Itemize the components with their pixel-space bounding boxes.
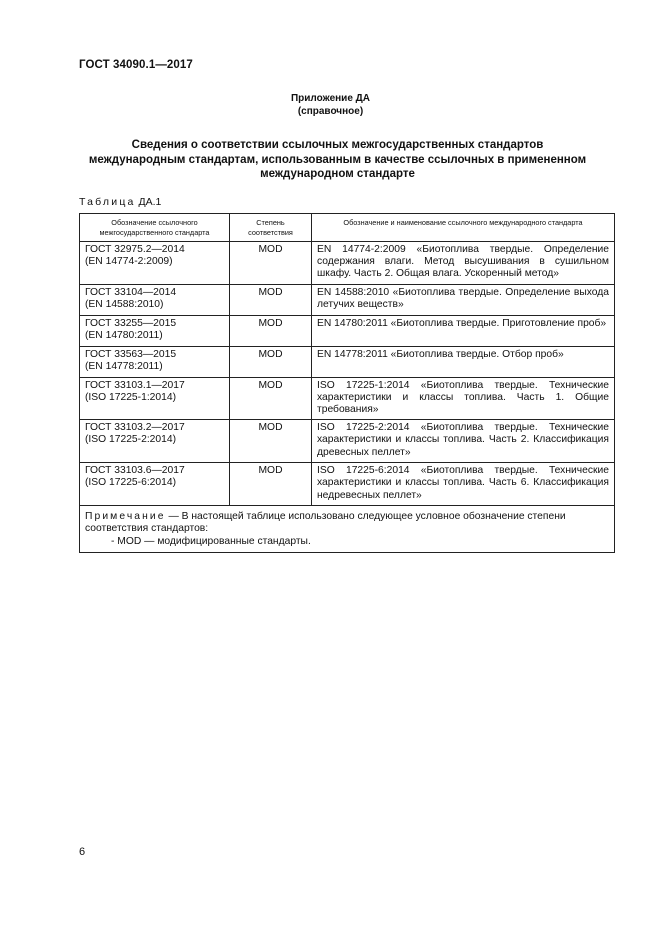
table-row <box>80 377 615 420</box>
gost-cell <box>80 242 230 285</box>
degree-cell: MOD <box>230 420 312 463</box>
intl-standard-cell: ISO 17225-1:2014 «Биотоплива твердые. Технические характеристики и классы топлива. Часть 1. Общие требования» <box>312 377 615 420</box>
table-row <box>80 315 615 346</box>
gost-reference: (ISO 17225-2:2014) <box>85 434 177 446</box>
intl-standard-cell: EN 14774-2:2009 «Биотоплива твердые. Определение содержания влаги. Метод высушивания в сушильном шкафу. Часть 2. Общая влага. Ускоренный метод» <box>312 242 615 285</box>
degree-cell: MOD <box>230 284 312 315</box>
annex-title: Приложение ДА <box>290 93 371 104</box>
page-number: 6 <box>79 846 86 858</box>
degree-cell: MOD <box>230 242 312 285</box>
annex-title-block <box>0 92 661 118</box>
gost-cell <box>80 346 230 377</box>
gost-cell <box>80 420 230 463</box>
degree-cell: MOD <box>230 346 312 377</box>
intl-standard-cell: ISO 17225-6:2014 «Биотоплива твердые. Технические характеристики и классы топлива. Часть 6. Классификация недревесных пеллет» <box>312 463 615 506</box>
col-header-degree: Степень соответствия <box>230 214 312 242</box>
degree-cell: MOD <box>230 377 312 420</box>
table-caption <box>79 196 161 208</box>
intl-standard-cell: ISO 17225-2:2014 «Биотоплива твердые. Технические характеристики и классы топлива. Часть 2. Классификация древесных пеллет» <box>312 420 615 463</box>
col-header-gost: Обозначение ссылочного межгосударственного стандарта <box>80 214 230 242</box>
gost-cell <box>80 315 230 346</box>
gost-designation: ГОСТ 33103.6—2017 <box>85 465 185 477</box>
table-row <box>80 284 615 315</box>
degree-cell: MOD <box>230 315 312 346</box>
degree-cell: MOD <box>230 463 312 506</box>
gost-reference: (EN 14780:2011) <box>85 329 163 341</box>
gost-designation: ГОСТ 32975.2—2014 <box>85 244 185 255</box>
gost-designation: ГОСТ 33563—2015 <box>85 348 177 360</box>
col-header-intl: Обозначение и наименование ссылочного международного стандарта <box>312 214 615 242</box>
table-row <box>80 242 615 285</box>
table-caption-number: ДА.1 <box>135 196 162 208</box>
note-item: - MOD — модифицированные стандарты. <box>111 535 311 547</box>
intl-standard-cell: EN 14778:2011 «Биотоплива твердые. Отбор проб» <box>312 346 615 377</box>
gost-cell <box>80 463 230 506</box>
table-row <box>80 463 615 506</box>
gost-cell <box>80 284 230 315</box>
gost-reference: (ISO 17225-1:2014) <box>85 391 177 403</box>
document-header-standard-id: ГОСТ 34090.1—2017 <box>79 59 193 71</box>
gost-designation: ГОСТ 33255—2015 <box>85 317 177 329</box>
intl-standard-cell: EN 14588:2010 «Биотоплива твердые. Определение выхода летучих веществ» <box>312 284 615 315</box>
correspondence-table <box>79 213 615 553</box>
table-note <box>80 506 615 553</box>
gost-reference: (EN 14588:2010) <box>85 298 164 310</box>
table-row <box>80 420 615 463</box>
section-heading: Сведения о соответствии ссылочных межгосударственных стандартов международным стандартам, использованным в качестве ссылочных в примененном международном стандарте <box>88 139 587 180</box>
note-label: Примечание <box>85 511 166 523</box>
gost-reference: (ISO 17225-6:2014) <box>85 477 177 489</box>
table-header-row <box>80 214 615 242</box>
intl-standard-cell: EN 14780:2011 «Биотопливa твердые. Приготовление проб» <box>312 315 615 346</box>
gost-designation: ГОСТ 33103.1—2017 <box>85 379 185 391</box>
gost-cell <box>80 377 230 420</box>
table-caption-word: Таблица <box>79 196 136 208</box>
annex-status: (справочное) <box>297 106 364 117</box>
note-body: — В настоящей таблице использовано следующее условное обозначение степени соответствия стандартов: <box>85 511 566 535</box>
table-note-row <box>80 506 615 553</box>
gost-reference: (EN 14774-2:2009) <box>85 256 173 268</box>
gost-designation: ГОСТ 33103.2—2017 <box>85 422 185 434</box>
note-text <box>85 511 609 535</box>
gost-reference: (EN 14778:2011) <box>85 360 163 372</box>
table-row <box>80 346 615 377</box>
gost-designation: ГОСТ 33104—2014 <box>85 286 177 298</box>
